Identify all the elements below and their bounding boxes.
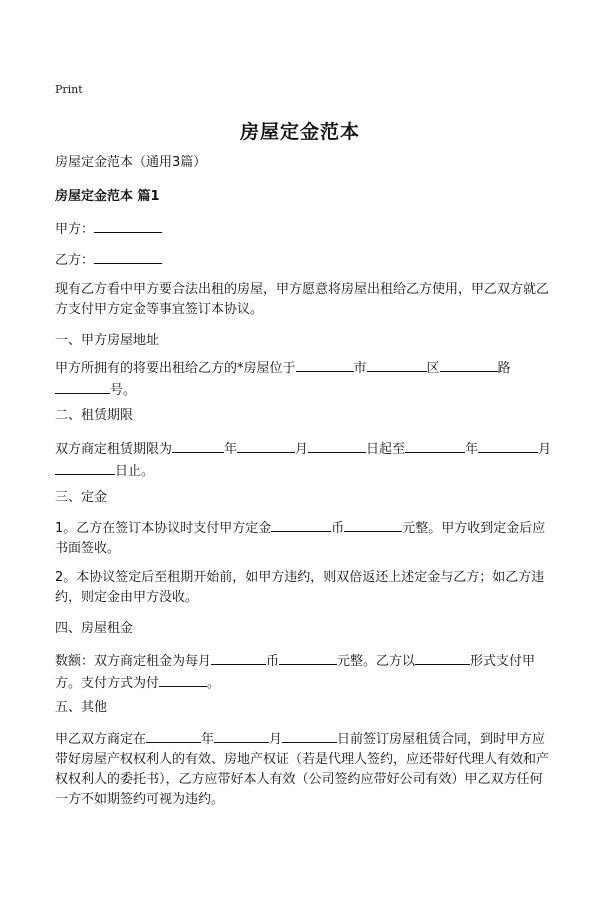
party-a-line (55, 218, 555, 240)
deposit-amount-blank (344, 517, 402, 532)
section-5-heading: 五、其他 (55, 700, 108, 715)
s1-text-5: 号。 (110, 383, 137, 398)
s2-text-3: 月 (295, 442, 309, 457)
section-3-paragraph-2: 2。本协议签定后至租期开始前，如甲方违约，则双倍返还上述定金与乙方；如乙方违约，则定金由甲方没收。 (55, 570, 545, 605)
party-b-label: 乙方： (55, 253, 95, 268)
party-b-line (55, 249, 555, 271)
s1-text-4: 路 (497, 361, 511, 376)
section-4-heading: 四、房屋租金 (55, 621, 134, 636)
s2-text-1: 双方商定租赁期限为 (55, 442, 173, 457)
section-1-heading: 一、甲方房屋地址 (55, 333, 160, 348)
end-year-blank (405, 438, 465, 453)
party-a-blank (94, 218, 162, 233)
print-label[interactable]: Print (55, 83, 83, 96)
section-3-paragraph-1 (55, 517, 555, 559)
start-day-blank (308, 438, 366, 453)
rent-currency-blank (211, 650, 266, 665)
s4-text-2: 币 (266, 654, 280, 669)
s5-text-4: 日前签订房屋租赁合同，到时甲方应带好房屋产权权利人的有效、房地产权证（若是代理人签约，应还带好代理人有效和产权权利人的委托书），乙方应带好本人有效（公司签约应带好公司有效）甲乙双方任何一方不如期签约可视为违约。 (55, 732, 550, 807)
city-blank (296, 357, 354, 372)
s1-text-3: 区 (426, 361, 440, 376)
end-day-blank (55, 460, 115, 475)
party-b-blank (94, 249, 162, 264)
s2-text-5: 年 (465, 442, 479, 457)
s5-text-1: 甲乙双方商定在 (55, 732, 147, 747)
payment-method-blank (159, 672, 207, 687)
s2-text-6: 月 (538, 442, 552, 457)
number-blank (55, 379, 110, 394)
party-a-label: 甲方： (55, 222, 95, 237)
deposit-currency-blank (271, 517, 331, 532)
s1-text-1: 甲方所拥有的将要出租给乙方的*房屋位于 (55, 361, 296, 376)
end-month-blank (478, 438, 538, 453)
s3-text-2: 币 (331, 521, 345, 536)
s1-text-2: 市 (353, 361, 367, 376)
rent-amount-blank (279, 650, 337, 665)
section-2-heading: 二、租赁期限 (55, 408, 134, 423)
section-title: 房屋定金范本 篇1 (55, 189, 160, 204)
s5-text-2: 年 (201, 732, 215, 747)
s5-text-3: 月 (269, 732, 283, 747)
s4-text-1: 数额：双方商定租金为每月 (55, 654, 212, 669)
section-5-paragraph (55, 728, 555, 810)
sign-day-blank (282, 728, 337, 743)
section-4-paragraph (55, 650, 555, 694)
s2-text-7: 日止。 (115, 464, 155, 479)
s4-text-4: 形式支付甲方。支付方式为付 (55, 654, 536, 691)
intro-paragraph: 现有乙方看中甲方要合法出租的房屋，甲方愿意将房屋出租给乙方使用，甲乙双方就乙方支付甲方定金等事宜签订本协议。 (55, 282, 550, 317)
section-3-heading: 三、定金 (55, 490, 108, 505)
s4-text-3: 元整。乙方以 (337, 654, 416, 669)
s3-text-1: 1。乙方在签订本协议时支付甲方定金 (55, 521, 272, 536)
section-2-paragraph (55, 438, 555, 482)
district-blank (367, 357, 427, 372)
sign-year-blank (146, 728, 201, 743)
document-subtitle: 房屋定金范本（通用3篇） (55, 155, 207, 170)
road-blank (440, 357, 498, 372)
start-month-blank (237, 438, 295, 453)
payment-form-blank (415, 650, 470, 665)
s4-text-5: 。 (207, 676, 221, 691)
s2-text-4: 日起至 (366, 442, 406, 457)
start-year-blank (172, 438, 224, 453)
sign-month-blank (214, 728, 269, 743)
s3-text-3: 元整。甲方收到定金后应书面签收。 (55, 521, 546, 556)
s2-text-2: 年 (224, 442, 238, 457)
section-1-paragraph (55, 357, 555, 401)
document-title: 房屋定金范本 (239, 121, 360, 143)
